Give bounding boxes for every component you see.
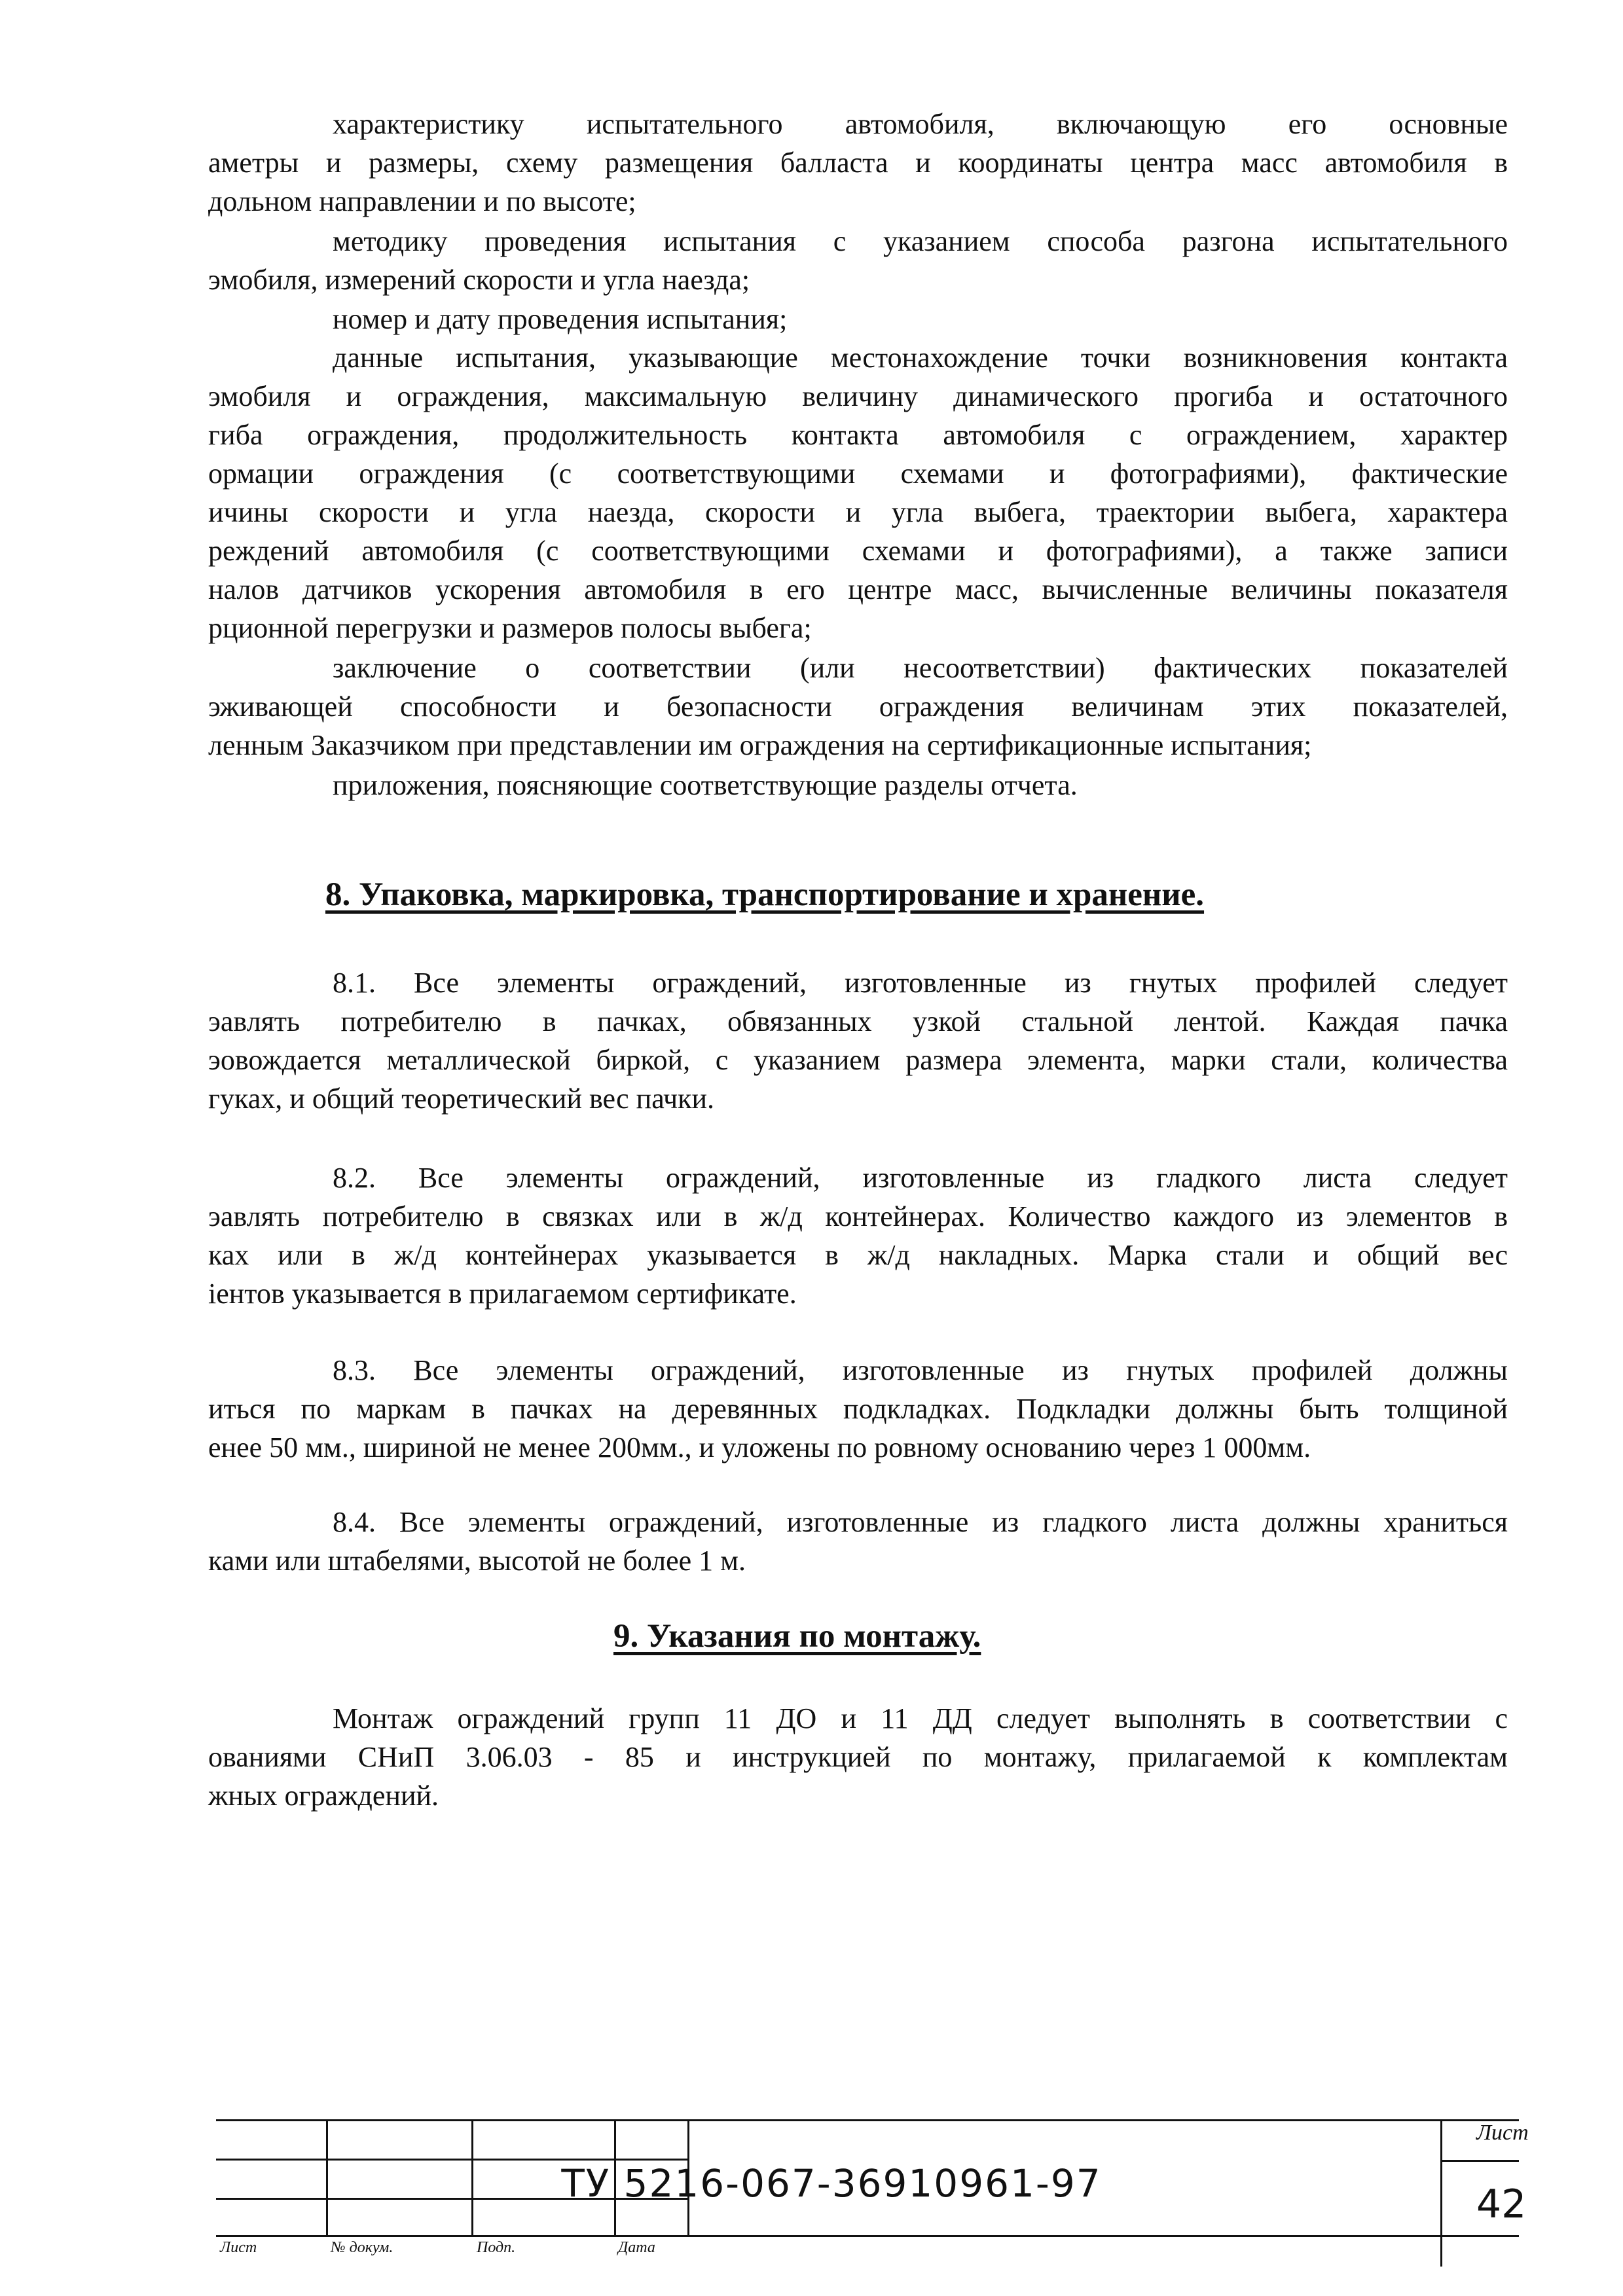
section-9-heading: 9. Указания по монтажу. xyxy=(613,1618,981,1655)
paragraph-9 xyxy=(208,1699,1508,1815)
text-line: эавлять потребителю в связках или в ж/д контейнерах. Количество каждого из элементов в xyxy=(208,1200,1508,1232)
text-line: эавлять потребителю в пачках, обвязанных узкой стальной лентой. Каждая пачка xyxy=(208,1005,1508,1037)
text-line: приложения, поясняющие соответствующие разделы отчета. xyxy=(333,769,1078,801)
text-line: заключение о соответствии (или несоответствии) фактических показателей xyxy=(333,652,1508,684)
text-line: данные испытания, указывающие местонахождение точки возникновения контакта xyxy=(333,342,1508,374)
text-line: ичины скорости и угла наезда, скорости и угла выбега, траектории выбега, характера xyxy=(208,496,1508,528)
text-line: ками или штабелями, высотой не более 1 м. xyxy=(208,1545,746,1577)
col-doc-number-label: № докум. xyxy=(331,2239,393,2256)
text-line: налов датчиков ускорения автомобиля в его центре масс, вычисленные величины показателя xyxy=(208,573,1508,605)
report-item-conclusion xyxy=(208,649,1508,764)
report-item-test-data xyxy=(208,338,1508,647)
paragraph-8-1 xyxy=(208,963,1508,1118)
text-line: 8.2. Все элементы ограждений, изготовленные из гладкого листа следует xyxy=(333,1162,1508,1194)
report-item-test-method xyxy=(208,222,1508,299)
text-line: методику проведения испытания с указанием способа разгона испытательного xyxy=(333,225,1508,257)
paragraph-8-4 xyxy=(208,1503,1508,1580)
section-8-heading: 8. Упаковка, маркировка, транспортирование и хранение. xyxy=(325,876,1205,913)
text-line: иться по маркам в пачках на деревянных подкладках. Подкладки должны быть толщиной xyxy=(208,1393,1508,1425)
text-line: 8.3. Все элементы ограждений, изготовленные из гнутых профилей должны xyxy=(333,1354,1508,1386)
text-line: 8.1. Все элементы ограждений, изготовленные из гнутых профилей следует xyxy=(333,967,1508,999)
text-line: ках или в ж/д контейнерах указывается в ж/д накладных. Марка стали и общий вес xyxy=(208,1239,1508,1271)
text-line: эмобиля, измерений скорости и угла наезда; xyxy=(208,264,750,296)
sheet-number: 42 xyxy=(1476,2181,1527,2227)
text-line: гиба ограждения, продолжительность контакта автомобиля с ограждением, характер xyxy=(208,419,1508,451)
text-line: реждений автомобиля (с соответствующими схемами и фотографиями), а также записи xyxy=(208,535,1508,567)
text-line: 8.4. Все элементы ограждений, изготовленные из гладкого листа должны храниться xyxy=(333,1506,1508,1538)
divider xyxy=(216,2159,687,2161)
text-line: номер и дату проведения испытания; xyxy=(333,303,788,335)
text-line: рционной перегрузки и размеров полосы выбега; xyxy=(208,612,812,644)
text-line: ормации ограждения (с соответствующими схемами и фотографиями), фактические xyxy=(208,457,1508,490)
text-line: эмобиля и ограждения, максимальную величину динамического прогиба и остаточного xyxy=(208,380,1508,412)
col-date-label: Дата xyxy=(618,2239,655,2256)
text-line: іентов указывается в прилагаемом сертификате. xyxy=(208,1278,797,1310)
text-line: гуках, и общий теоретический вес пачки. xyxy=(208,1083,715,1115)
text-line: енее 50 мм., шириной не менее 200мм., и уложены по ровному основанию через 1 000мм. xyxy=(208,1431,1311,1463)
report-item-appendices xyxy=(208,766,1508,804)
divider xyxy=(1440,2160,1519,2162)
divider xyxy=(216,2119,1519,2121)
divider xyxy=(216,2235,1519,2237)
document-code: ТУ 5216-067-36910961-97 xyxy=(561,2161,1102,2206)
title-block xyxy=(216,2119,1529,2267)
paragraph-8-3 xyxy=(208,1351,1508,1467)
text-line: эживающей способности и безопасности ограждения величинам этих показателей, xyxy=(208,691,1508,723)
paragraph-8-2 xyxy=(208,1158,1508,1313)
text-line: ованиями СНиП 3.06.03 - 85 и инструкцией по монтажу, прилагаемой к комплектам xyxy=(208,1741,1508,1773)
text-line: аметры и размеры, схему размещения балласта и координаты центра масс автомобиля в xyxy=(208,147,1508,179)
text-line: дольном направлении и по высоте; xyxy=(208,185,636,217)
text-line: ленным Заказчиком при представлении им ограждения на сертификационные испытания; xyxy=(208,729,1312,761)
text-line: эовождается металлической биркой, с указанием размера элемента, марки стали, количества xyxy=(208,1044,1508,1076)
col-sheet-label: Лист xyxy=(220,2239,257,2256)
report-item-vehicle-characteristics xyxy=(208,105,1508,221)
col-signature-label: Подп. xyxy=(477,2239,516,2256)
sheet-label: Лист xyxy=(1476,2121,1529,2145)
text-line: характеристику испытательного автомобиля, включающую его основные xyxy=(333,108,1508,140)
text-line: Монтаж ограждений групп 11 ДО и 11 ДД следует выполнять в соответствии с xyxy=(333,1702,1508,1734)
text-line: жных ограждений. xyxy=(208,1780,439,1812)
report-item-test-number-date xyxy=(208,300,1508,338)
